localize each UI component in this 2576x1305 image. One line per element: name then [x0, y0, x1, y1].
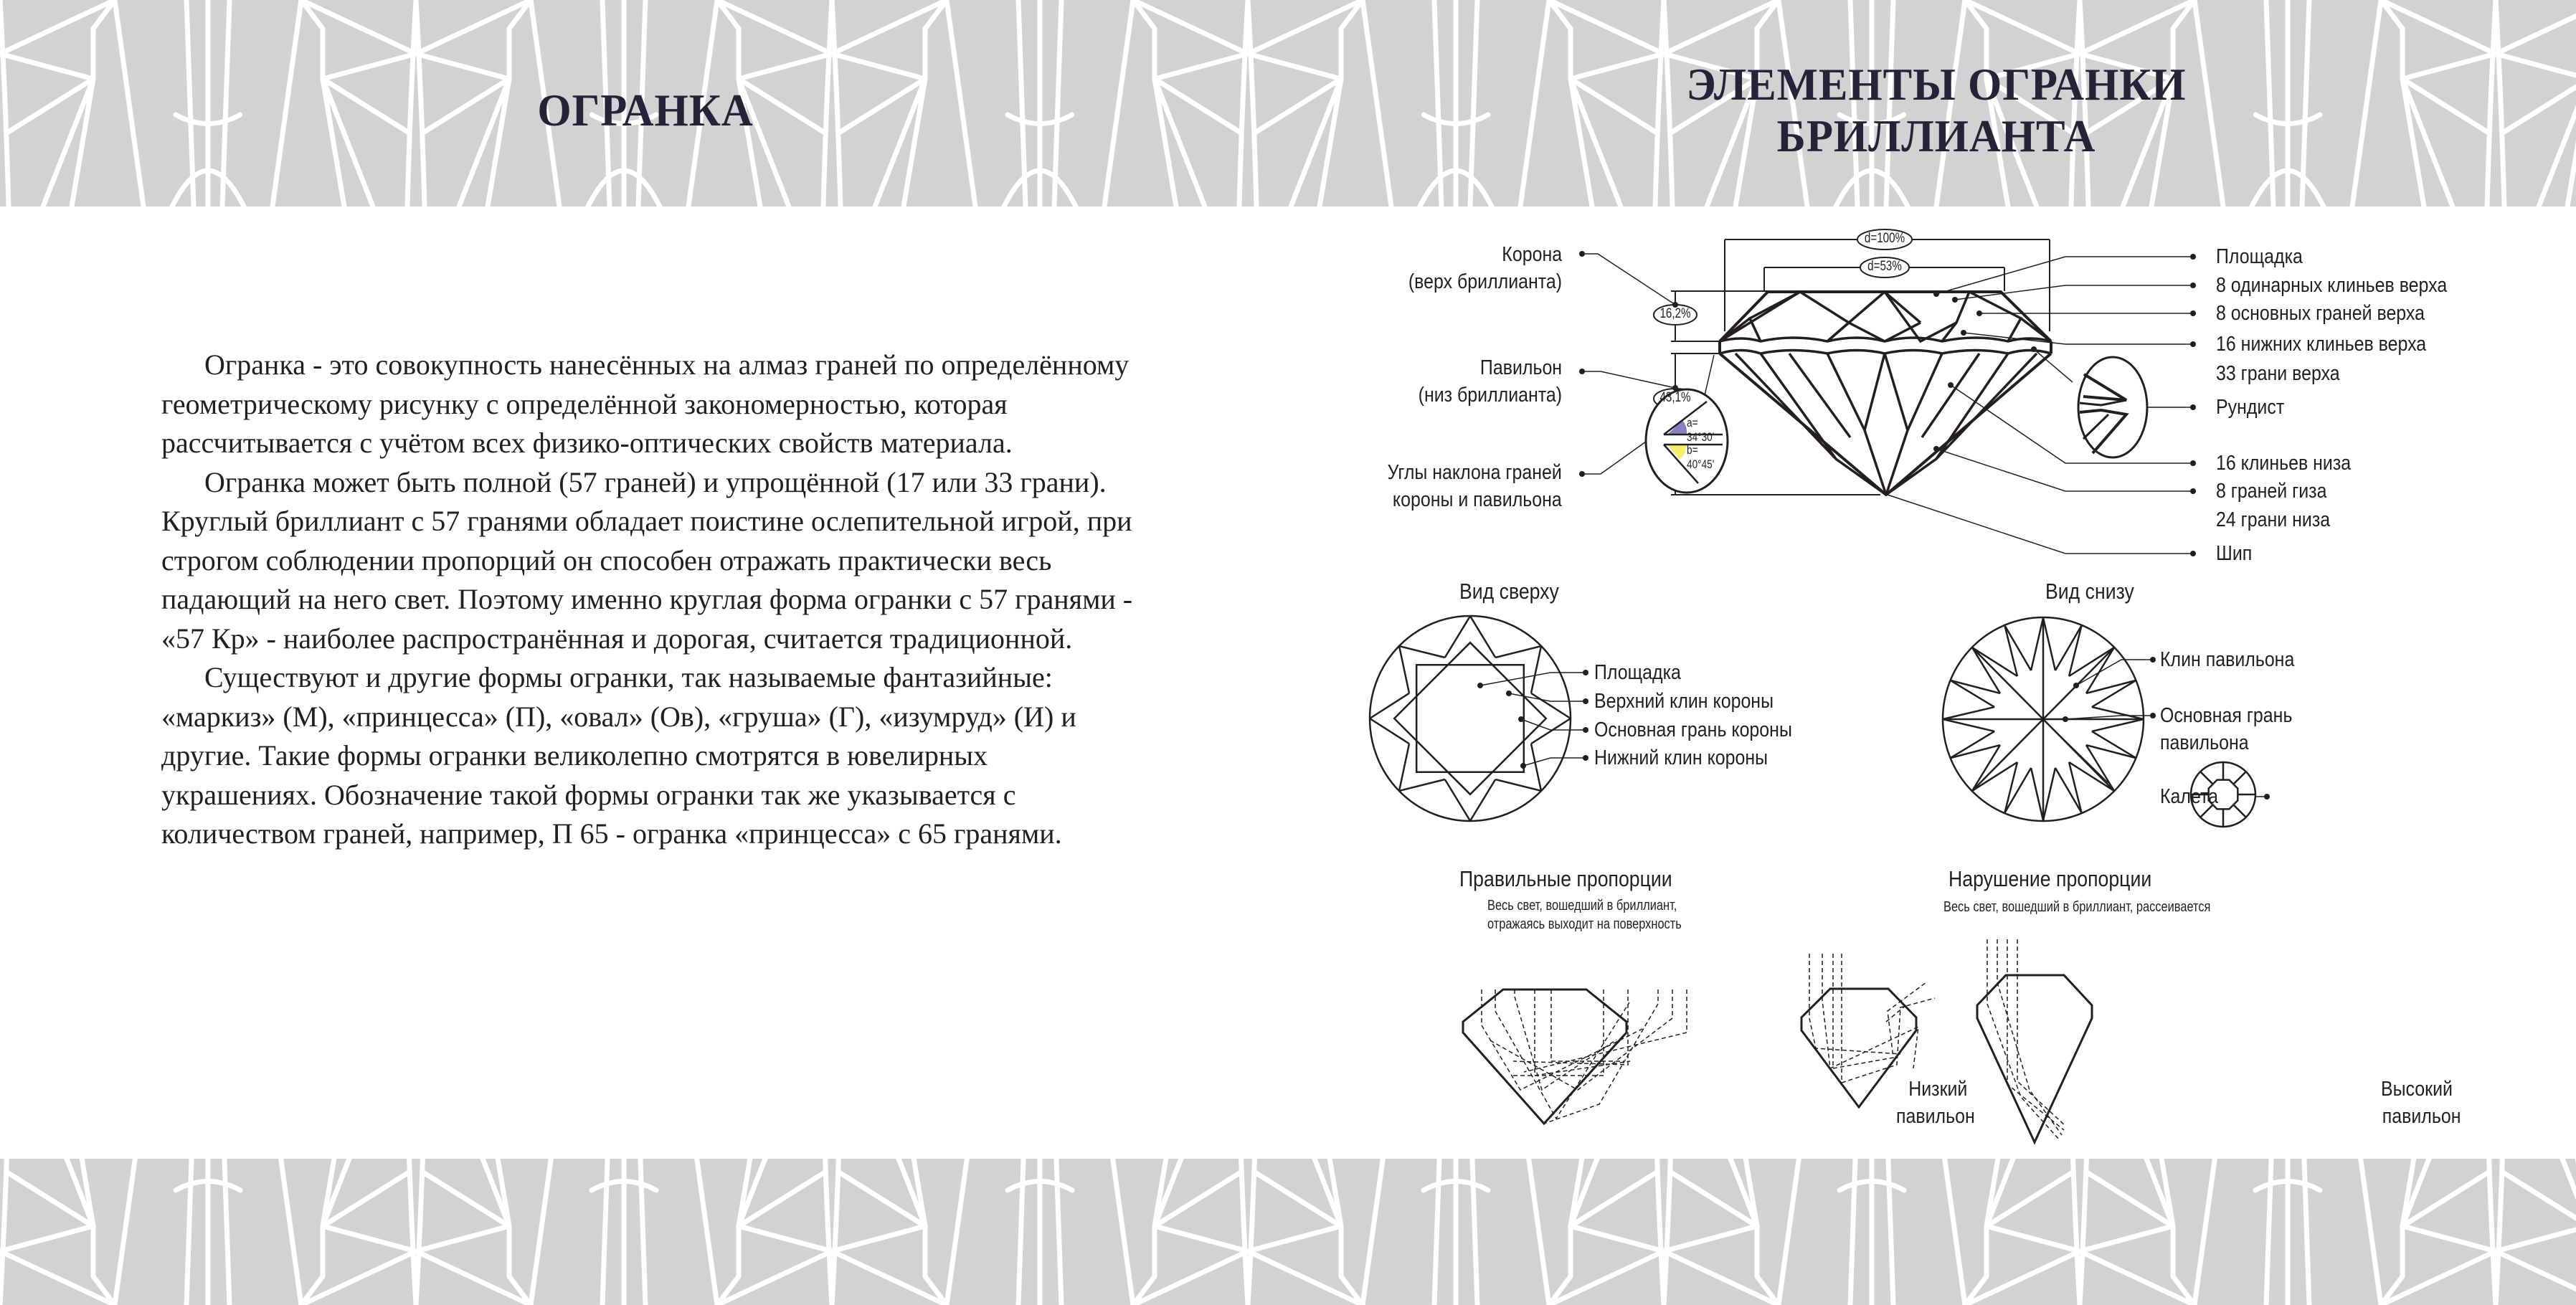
violation-subtitle: Весь свет, вошедший в бриллиант, рассеивается — [1943, 899, 2211, 915]
light-ray — [1515, 990, 1616, 1090]
label-star-facets: 8 одинарных клиньев верха — [2216, 274, 2448, 297]
top-view-label-table: Площадка — [1594, 661, 1681, 684]
light-ray — [1822, 954, 1918, 1068]
paragraph: Огранка - это совокупность нанесённых на алмаз граней по определённому геометрическому рисунку с определённой закономерностью, которая рассчитывается с учётом всех физико-оптических свойств материала. — [161, 348, 1130, 459]
label-line: Низкий — [1908, 1078, 1968, 1101]
paragraph: Огранка может быть полной (57 граней) и упрощённой (17 или 33 грани). Круглый бриллиант с 57 гранями обладает поистине ослепительной игрой, при строгом соблюдении пропорций он способен отражать практически весь падающий на него свет. Поэтому именно круглая форма огранки с 57 гранями - «57 Кр» - наиболее распространённая и дорогая, считается традиционной. — [161, 465, 1133, 655]
crown-label-title: Корона — [1502, 243, 1562, 266]
right-title-line-1: ЭЛЕМЕНТЫ ОГРАНКИ — [1686, 59, 2187, 110]
light-ray — [1513, 990, 1628, 1065]
bottom-view-label-lower-girdle: Клин павильона — [2160, 648, 2295, 671]
table-diameter-label: d=53% — [1867, 259, 1902, 274]
crown-label-sub: (верх бриллианта) — [1408, 270, 1562, 293]
label-upper-girdle-facets: 16 нижних клиньев верха — [2216, 333, 2427, 356]
total-diameter-label: d=100% — [1864, 231, 1905, 246]
label-crown-total: 33 грани верха — [2216, 362, 2340, 385]
label-girdle: Рундист — [2216, 396, 2285, 419]
bottom-view-label-culet: Калета — [2160, 785, 2219, 808]
pavilion-label-title: Павильон — [1479, 356, 1562, 379]
label-bezel-facets: 8 основных граней верха — [2216, 302, 2425, 325]
pavilion-depth-label: 43,1% — [1659, 390, 1691, 405]
label-lower-girdle-facets: 16 клиньев низа — [2216, 452, 2352, 475]
correct-proportions-title: Правильные пропорции — [1459, 866, 1672, 891]
light-ray — [1886, 1004, 1908, 1022]
angles-label — [1388, 459, 1562, 513]
label-line: Основная грань — [2160, 704, 2293, 727]
correct-proportions-subtitle — [1487, 896, 1682, 934]
high-pavilion-label — [2381, 1076, 2461, 1130]
high-pavilion-diagram — [1977, 939, 2092, 1142]
light-rays — [1987, 939, 2065, 1140]
crown-angle-label: a= 34°30' — [1687, 416, 1715, 444]
angles-label-line-2: короны и павильона — [1393, 488, 1562, 511]
label-table: Площадка — [2216, 245, 2303, 268]
crown-height-label: 16,2% — [1659, 306, 1691, 321]
low-pavilion-label — [1896, 1076, 1975, 1130]
pavilion-angle-label: b= 40°45' — [1687, 443, 1715, 471]
top-view-diagram — [1370, 616, 1588, 821]
light-ray — [1551, 990, 1624, 1061]
label-line: павильон — [1896, 1105, 1975, 1128]
left-page-title: ОГРАНКА — [537, 85, 754, 136]
paragraph: Существуют и другие формы огранки, так называемые фантазийные: «маркиз» (М), «принцесса» (П), «овал» (Ов), «груша» (Г), «изумруд» (И) и другие. Такие формы огранки великолепно смотрятся в ювелирных украшениях. Обозначение такой формы огранки так же указывается с количеством граней, например, П 65 - огранка «принцесса» с 65 гранями. — [161, 661, 1076, 850]
top-view-label-bezel: Основная грань короны — [1594, 718, 1792, 741]
light-rays — [1482, 990, 1687, 1124]
girdle-magnifier — [2078, 357, 2147, 457]
subtitle-line: отражаясь выходит на поверхность — [1487, 916, 1682, 932]
subtitle-line: Весь свет, вошедший в бриллиант, — [1487, 898, 1677, 914]
label-pavilion-mains: 8 граней гиза — [2216, 480, 2327, 503]
light-ray — [1833, 954, 1926, 1068]
bottom-view-title: Вид снизу — [2045, 579, 2134, 604]
top-view-label-star: Верхний клин короны — [1594, 690, 1774, 713]
pavilion-outline — [1720, 353, 2051, 495]
crown-facets — [1720, 292, 2051, 353]
right-title-line-2: БРИЛЛИАНТА — [1776, 110, 2096, 161]
light-ray — [1524, 990, 1687, 1072]
light-ray — [1482, 990, 1642, 1090]
pavilion-facets — [1736, 353, 2037, 495]
pavilion-label-sub: (низ бриллианта) — [1418, 384, 1562, 407]
bottom-view-label-pavilion-main — [2160, 702, 2292, 756]
pavilion-label — [1419, 354, 1562, 409]
correct-proportions-diagram — [1463, 990, 1687, 1124]
crown-outline — [1720, 292, 2051, 353]
top-view-title: Вид сверху — [1459, 579, 1559, 604]
light-ray — [1489, 990, 1672, 1090]
crown-label — [1408, 241, 1562, 295]
label-pavilion-total: 24 грани низа — [2216, 508, 2331, 531]
label-line: павильона — [2160, 731, 2249, 754]
angles-label-line-1: Углы наклона граней — [1387, 461, 1562, 484]
violation-title: Нарушение пропорции — [1948, 866, 2152, 891]
top-view-label-upper-girdle: Нижний клин короны — [1594, 746, 1768, 769]
label-culet: Шип — [2216, 542, 2253, 565]
label-line: павильон — [2382, 1105, 2461, 1128]
label-line: Высокий — [2381, 1078, 2453, 1101]
